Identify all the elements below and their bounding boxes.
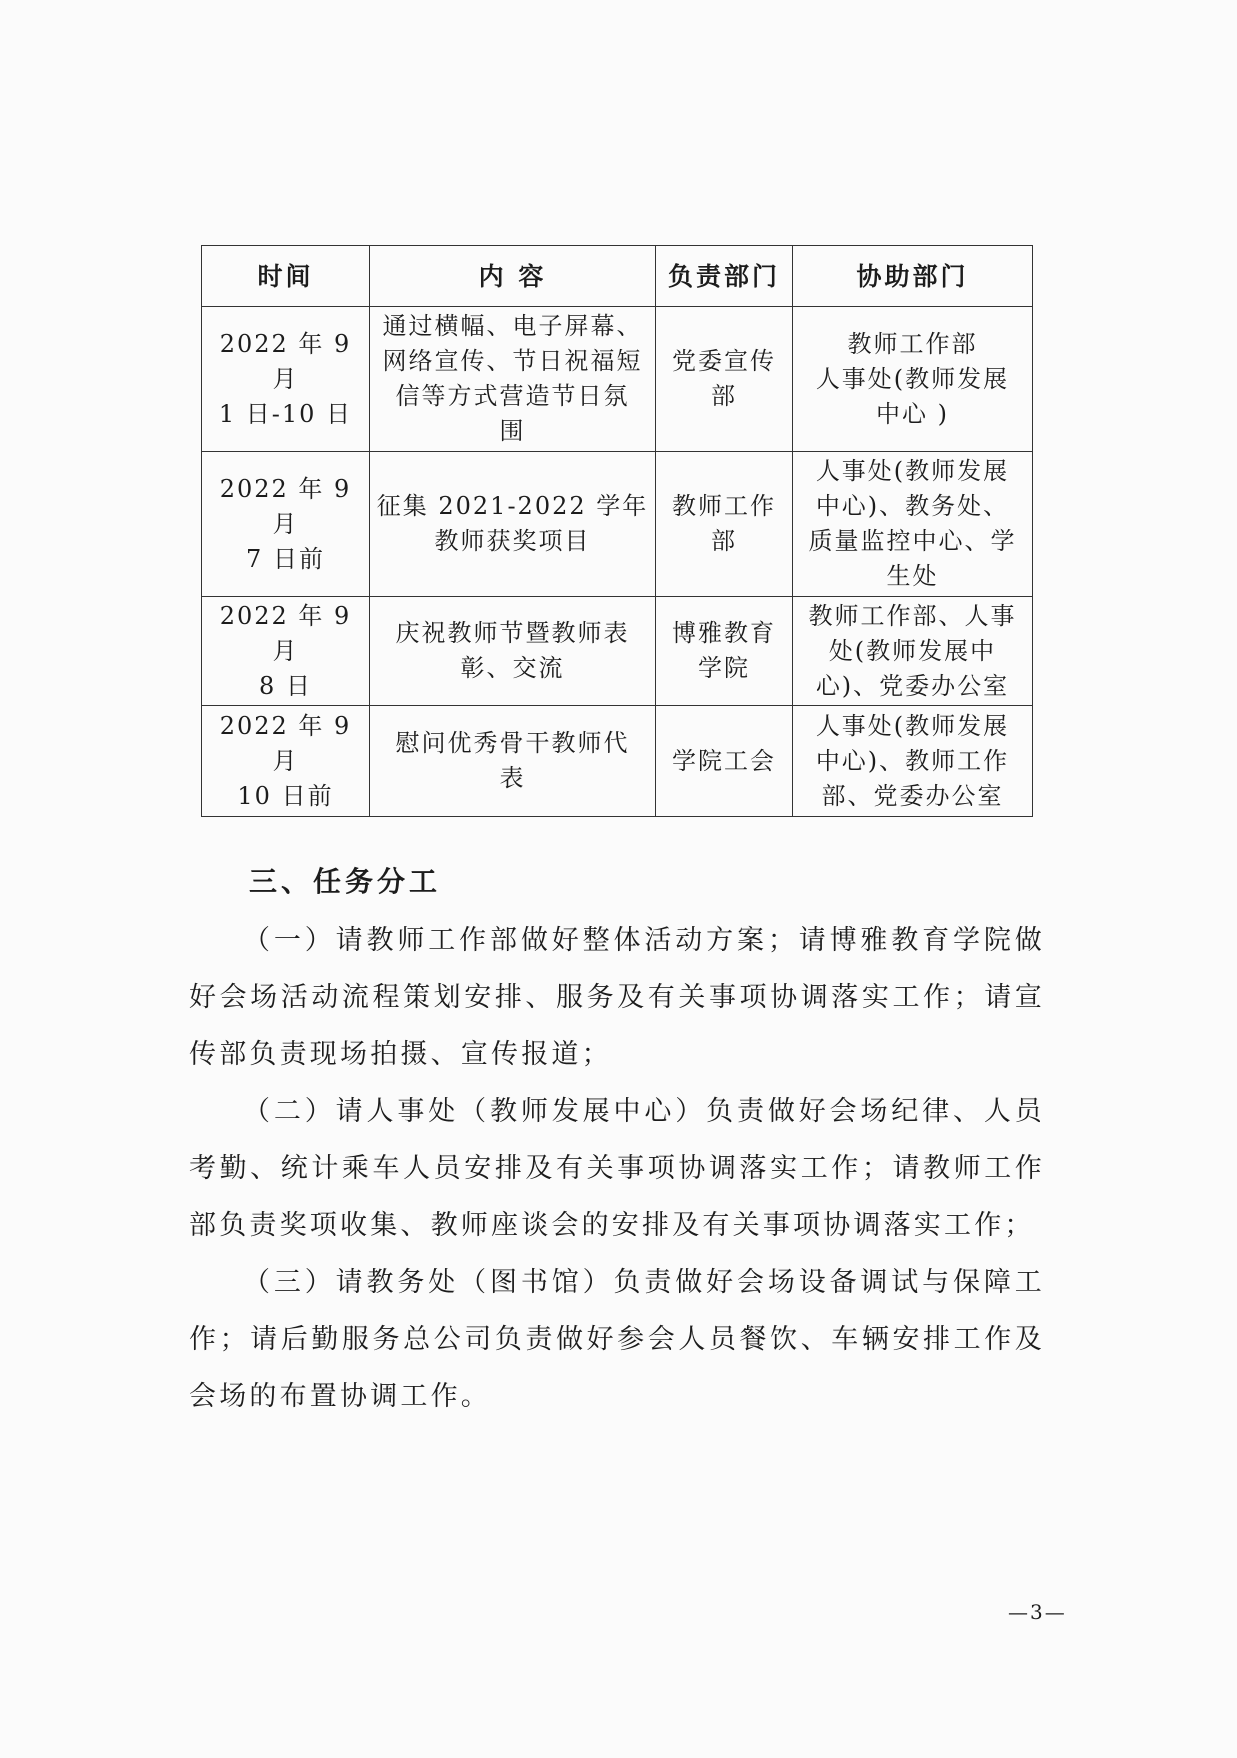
cell-time: 2022 年 9 月 7 日前	[202, 452, 370, 597]
cell-responsible-dept: 教师工作 部	[656, 452, 793, 597]
cell-time: 2022 年 9 月 8 日	[202, 597, 370, 706]
table-row	[202, 706, 1033, 817]
cell-content: 征集 2021-2022 学年 教师获奖项目	[370, 452, 656, 597]
paragraph-1: （一）请教师工作部做好整体活动方案；请博雅教育学院做好会场活动流程策划安排、服务及有关事项协调落实工作；请宣传部负责现场拍摄、宣传报道；	[189, 925, 1045, 1070]
header-responsible-dept: 负责部门	[656, 246, 793, 307]
table-row	[202, 307, 1033, 452]
table-header-row	[202, 246, 1033, 307]
cell-content: 通过横幅、电子屏幕、 网络宣传、节日祝福短 信等方式营造节日氛 围	[370, 307, 656, 452]
page-number: —3—	[1008, 1600, 1067, 1624]
cell-responsible-dept: 党委宣传 部	[656, 307, 793, 452]
header-assisting-dept: 协助部门	[793, 246, 1033, 307]
header-content: 内 容	[370, 246, 656, 307]
section-heading: 三、任务分工	[249, 865, 442, 898]
cell-assisting-dept: 人事处(教师发展 中心)、教务处、 质量监控中心、学 生处	[793, 452, 1033, 597]
cell-time: 2022 年 9 月 10 日前	[202, 706, 370, 817]
cell-assisting-dept: 人事处(教师发展 中心)、教师工作 部、党委办公室	[793, 706, 1033, 817]
section-body	[189, 912, 1045, 1425]
paragraph-2: （二）请人事处（教师发展中心）负责做好会场纪律、人员考勤、统计乘车人员安排及有关事项协调落实工作；请教师工作部负责奖项收集、教师座谈会的安排及有关事项协调落实工作；	[189, 1096, 1045, 1241]
header-time: 时间	[202, 246, 370, 307]
table-row	[202, 452, 1033, 597]
cell-assisting-dept: 教师工作部 人事处(教师发展 中心 )	[793, 307, 1033, 452]
cell-content: 慰问优秀骨干教师代 表	[370, 706, 656, 817]
cell-responsible-dept: 博雅教育 学院	[656, 597, 793, 706]
paragraph-3: （三）请教务处（图书馆）负责做好会场设备调试与保障工作；请后勤服务总公司负责做好参会人员餐饮、车辆安排工作及会场的布置协调工作。	[189, 1267, 1045, 1412]
cell-time: 2022 年 9 月 1 日-10 日	[202, 307, 370, 452]
cell-content: 庆祝教师节暨教师表 彰、交流	[370, 597, 656, 706]
cell-assisting-dept: 教师工作部、人事 处(教师发展中 心)、党委办公室	[793, 597, 1033, 706]
cell-responsible-dept: 学院工会	[656, 706, 793, 817]
table-row	[202, 597, 1033, 706]
schedule-table	[201, 245, 1033, 817]
